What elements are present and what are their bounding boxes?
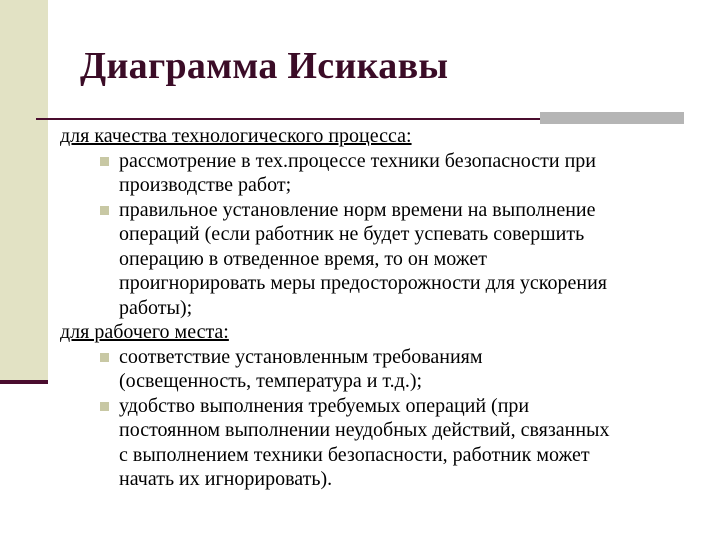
list-item-line: (освещенность, температура и т.д.); [119, 370, 423, 392]
list-item-line: операцию в отведенное время, то он может [119, 247, 487, 270]
list-item-line: начать их игнорировать). [119, 468, 333, 490]
list-item-line: производстве работ; [119, 174, 292, 196]
list-item-line: рассмотрение в тех.процессе техники безопасности при [119, 149, 597, 172]
list-item-line: операций (если работник не будет успевать совершить [119, 223, 585, 245]
list-item-line: постоянном выполнении неудобных действий, связанных [119, 419, 610, 441]
list-item [60, 149, 715, 198]
list-item [60, 198, 715, 321]
list-item-line: работы); [119, 296, 193, 319]
square-bullet-icon [100, 353, 109, 362]
left-bar-accent-line [0, 380, 48, 384]
square-bullet-icon [100, 157, 109, 166]
slide-title: Диаграмма Исикавы [80, 45, 449, 87]
square-bullet-icon [100, 402, 109, 411]
list-item [60, 345, 715, 394]
list-item-line: проигнорировать меры предосторожности для ускорения [119, 272, 607, 294]
square-bullet-icon [100, 206, 109, 215]
list-item-line: соответствие установленным требованиям [119, 345, 483, 368]
slide-content [60, 124, 715, 492]
left-decorative-bar [0, 0, 48, 382]
list-item-line: правильное установление норм времени на выполнение [119, 198, 596, 221]
section-heading-workplace: для рабочего места: [60, 321, 229, 343]
title-divider-block [540, 112, 684, 124]
list-item [60, 394, 715, 492]
list-item-line: удобство выполнения требуемых операций (при [119, 394, 530, 417]
section-heading-process-quality: для качества технологического процесса: [60, 125, 412, 147]
list-item-line: с выполнением техники безопасности, работник может [119, 443, 590, 466]
